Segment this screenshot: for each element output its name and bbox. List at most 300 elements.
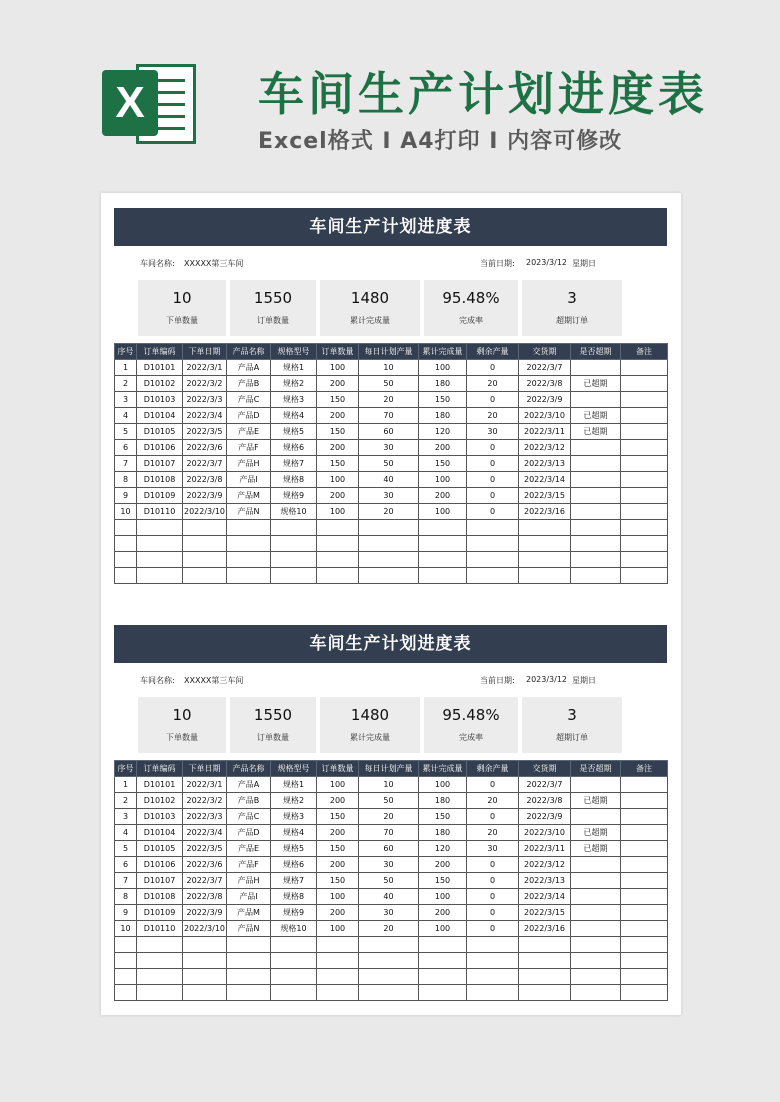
table-cell[interactable]: 100 [419,889,467,905]
table-cell[interactable]: 100 [419,921,467,937]
table-cell[interactable]: 2022/3/10 [183,921,227,937]
table-cell[interactable]: 2022/3/16 [519,921,571,937]
table-cell[interactable]: D10106 [137,857,183,873]
table-cell[interactable]: 2022/3/14 [519,472,571,488]
table-cell[interactable] [271,568,317,584]
table-cell[interactable] [183,552,227,568]
table-cell[interactable]: 120 [419,424,467,440]
table-cell[interactable] [419,568,467,584]
table-cell[interactable]: 100 [317,360,359,376]
table-cell[interactable]: 产品F [227,440,271,456]
table-cell[interactable] [571,488,621,504]
table-cell[interactable]: 2022/3/8 [519,376,571,392]
table-cell[interactable]: 10 [115,921,137,937]
table-cell[interactable]: 产品D [227,825,271,841]
table-cell[interactable] [359,969,419,985]
table-cell[interactable]: 2022/3/7 [183,456,227,472]
table-cell[interactable]: 已超期 [571,841,621,857]
table-cell[interactable]: 2022/3/4 [183,408,227,424]
table-cell[interactable]: 200 [317,376,359,392]
table-cell[interactable] [137,969,183,985]
table-cell[interactable]: 2022/3/11 [519,841,571,857]
table-cell[interactable] [271,520,317,536]
table-cell[interactable]: 8 [115,889,137,905]
table-cell[interactable] [467,552,519,568]
table-cell[interactable] [467,969,519,985]
table-cell[interactable] [271,985,317,1001]
table-cell[interactable]: 50 [359,793,419,809]
table-cell[interactable] [359,985,419,1001]
table-cell[interactable] [115,568,137,584]
table-cell[interactable] [519,937,571,953]
table-cell[interactable]: 100 [419,360,467,376]
table-cell[interactable]: 100 [317,472,359,488]
table-cell[interactable] [519,520,571,536]
table-cell[interactable] [571,440,621,456]
table-cell[interactable]: 0 [467,504,519,520]
table-cell[interactable]: 200 [419,488,467,504]
table-cell[interactable]: 30 [359,488,419,504]
table-cell[interactable] [227,568,271,584]
table-cell[interactable] [621,777,668,793]
table-cell[interactable] [571,905,621,921]
table-cell[interactable] [621,376,668,392]
table-cell[interactable] [227,937,271,953]
table-cell[interactable] [115,937,137,953]
table-cell[interactable]: 规格6 [271,857,317,873]
table-cell[interactable] [621,552,668,568]
table-cell[interactable]: 5 [115,841,137,857]
table-cell[interactable] [317,536,359,552]
table-cell[interactable]: 0 [467,488,519,504]
table-cell[interactable] [467,568,519,584]
table-cell[interactable]: 150 [317,456,359,472]
table-cell[interactable] [271,937,317,953]
table-cell[interactable]: 0 [467,440,519,456]
table-cell[interactable]: 60 [359,841,419,857]
table-cell[interactable]: 200 [419,440,467,456]
table-cell[interactable] [115,520,137,536]
table-cell[interactable]: 150 [317,873,359,889]
table-cell[interactable]: 2022/3/13 [519,456,571,472]
table-cell[interactable]: D10109 [137,488,183,504]
table-cell[interactable] [621,520,668,536]
table-cell[interactable]: 7 [115,873,137,889]
table-cell[interactable] [621,424,668,440]
table-cell[interactable] [317,568,359,584]
table-cell[interactable] [419,520,467,536]
table-cell[interactable]: 2022/3/7 [183,873,227,889]
table-cell[interactable]: 产品A [227,360,271,376]
table-cell[interactable]: 70 [359,408,419,424]
table-cell[interactable]: D10107 [137,456,183,472]
table-cell[interactable] [359,568,419,584]
table-cell[interactable]: 产品H [227,873,271,889]
table-cell[interactable]: 0 [467,873,519,889]
table-cell[interactable]: 6 [115,857,137,873]
table-cell[interactable] [571,504,621,520]
table-cell[interactable] [317,985,359,1001]
table-cell[interactable]: 150 [317,392,359,408]
table-cell[interactable]: 100 [317,504,359,520]
table-cell[interactable]: 20 [359,921,419,937]
table-cell[interactable]: 规格9 [271,905,317,921]
table-cell[interactable] [137,953,183,969]
table-cell[interactable] [621,873,668,889]
table-cell[interactable] [571,889,621,905]
table-cell[interactable]: 10 [115,504,137,520]
table-cell[interactable] [621,536,668,552]
table-cell[interactable] [621,809,668,825]
table-cell[interactable]: 200 [419,857,467,873]
table-cell[interactable] [519,953,571,969]
table-cell[interactable]: 规格4 [271,825,317,841]
table-cell[interactable]: 产品B [227,376,271,392]
table-cell[interactable]: 200 [419,905,467,921]
table-cell[interactable]: 0 [467,777,519,793]
table-cell[interactable]: 50 [359,376,419,392]
table-cell[interactable]: 200 [317,408,359,424]
table-cell[interactable]: 2022/3/10 [183,504,227,520]
table-cell[interactable]: 2022/3/11 [519,424,571,440]
table-cell[interactable]: D10106 [137,440,183,456]
table-cell[interactable]: 20 [467,825,519,841]
table-cell[interactable] [519,536,571,552]
table-cell[interactable]: 200 [317,488,359,504]
table-cell[interactable] [621,857,668,873]
table-cell[interactable] [359,520,419,536]
table-cell[interactable]: D10103 [137,809,183,825]
table-cell[interactable]: 已超期 [571,424,621,440]
table-cell[interactable]: 9 [115,488,137,504]
table-cell[interactable] [317,552,359,568]
table-cell[interactable] [227,520,271,536]
table-cell[interactable] [571,568,621,584]
table-cell[interactable] [621,969,668,985]
table-cell[interactable]: 2 [115,793,137,809]
table-cell[interactable]: D10110 [137,921,183,937]
table-cell[interactable] [571,536,621,552]
table-cell[interactable]: 30 [359,857,419,873]
table-cell[interactable]: 20 [467,376,519,392]
table-cell[interactable]: 60 [359,424,419,440]
table-cell[interactable]: 20 [467,793,519,809]
table-cell[interactable] [621,825,668,841]
table-cell[interactable]: 4 [115,408,137,424]
table-cell[interactable]: 规格10 [271,921,317,937]
table-cell[interactable]: 规格10 [271,504,317,520]
table-cell[interactable]: 30 [467,841,519,857]
table-cell[interactable]: 1 [115,360,137,376]
table-cell[interactable] [571,777,621,793]
table-cell[interactable]: 20 [359,392,419,408]
table-cell[interactable]: 30 [359,905,419,921]
table-cell[interactable] [571,456,621,472]
table-cell[interactable]: 产品E [227,424,271,440]
table-cell[interactable] [621,408,668,424]
table-cell[interactable] [227,969,271,985]
table-cell[interactable]: D10102 [137,793,183,809]
table-cell[interactable]: 10 [359,360,419,376]
table-cell[interactable]: 2022/3/7 [519,360,571,376]
table-cell[interactable]: 70 [359,825,419,841]
table-cell[interactable]: 7 [115,456,137,472]
table-cell[interactable] [571,985,621,1001]
table-cell[interactable] [571,921,621,937]
table-cell[interactable] [115,969,137,985]
table-cell[interactable]: 0 [467,472,519,488]
table-cell[interactable]: 0 [467,857,519,873]
table-cell[interactable] [271,536,317,552]
table-cell[interactable] [419,985,467,1001]
table-cell[interactable]: 规格7 [271,456,317,472]
table-cell[interactable]: 规格8 [271,472,317,488]
table-cell[interactable]: 2022/3/2 [183,793,227,809]
table-cell[interactable]: 40 [359,889,419,905]
table-cell[interactable]: 产品E [227,841,271,857]
table-cell[interactable]: D10104 [137,825,183,841]
table-cell[interactable]: 2022/3/13 [519,873,571,889]
table-cell[interactable] [519,985,571,1001]
table-cell[interactable]: 180 [419,376,467,392]
table-cell[interactable]: 2022/3/6 [183,440,227,456]
table-cell[interactable] [467,953,519,969]
table-cell[interactable]: 180 [419,825,467,841]
table-cell[interactable]: 6 [115,440,137,456]
table-cell[interactable] [137,536,183,552]
table-cell[interactable]: 150 [419,873,467,889]
table-cell[interactable]: 2022/3/9 [519,809,571,825]
table-cell[interactable]: 产品N [227,504,271,520]
table-cell[interactable]: 150 [419,809,467,825]
table-cell[interactable]: 0 [467,905,519,921]
table-cell[interactable] [115,552,137,568]
table-cell[interactable] [183,568,227,584]
table-cell[interactable]: 3 [115,392,137,408]
table-cell[interactable]: 产品C [227,809,271,825]
table-cell[interactable] [467,536,519,552]
table-cell[interactable]: 0 [467,921,519,937]
table-cell[interactable] [359,536,419,552]
table-cell[interactable]: 产品M [227,905,271,921]
table-cell[interactable] [183,953,227,969]
table-cell[interactable]: 已超期 [571,376,621,392]
table-cell[interactable]: 0 [467,392,519,408]
table-cell[interactable] [419,536,467,552]
table-cell[interactable] [621,392,668,408]
table-cell[interactable] [621,440,668,456]
table-cell[interactable] [571,552,621,568]
table-cell[interactable]: 产品I [227,889,271,905]
table-cell[interactable]: 120 [419,841,467,857]
table-cell[interactable]: 2022/3/15 [519,488,571,504]
table-cell[interactable]: 150 [317,809,359,825]
table-cell[interactable]: D10105 [137,841,183,857]
table-cell[interactable]: 已超期 [571,408,621,424]
table-cell[interactable] [621,456,668,472]
table-cell[interactable]: 规格5 [271,841,317,857]
table-cell[interactable] [621,793,668,809]
table-cell[interactable]: D10108 [137,889,183,905]
table-cell[interactable]: D10109 [137,905,183,921]
table-cell[interactable]: 100 [317,889,359,905]
table-cell[interactable]: D10102 [137,376,183,392]
table-cell[interactable]: 100 [419,472,467,488]
table-cell[interactable]: 2022/3/9 [183,488,227,504]
table-cell[interactable] [183,937,227,953]
table-cell[interactable] [137,568,183,584]
table-cell[interactable] [227,536,271,552]
table-cell[interactable] [571,969,621,985]
table-cell[interactable]: 20 [359,504,419,520]
table-cell[interactable] [519,969,571,985]
table-cell[interactable]: 2022/3/7 [519,777,571,793]
table-cell[interactable]: 200 [317,440,359,456]
table-cell[interactable]: 规格2 [271,793,317,809]
table-cell[interactable] [115,953,137,969]
table-cell[interactable]: 2022/3/5 [183,424,227,440]
table-cell[interactable] [419,969,467,985]
table-cell[interactable]: 产品D [227,408,271,424]
table-cell[interactable] [621,841,668,857]
table-cell[interactable]: D10103 [137,392,183,408]
table-cell[interactable]: 已超期 [571,793,621,809]
table-cell[interactable] [317,937,359,953]
table-cell[interactable] [183,969,227,985]
table-cell[interactable]: 2022/3/15 [519,905,571,921]
table-cell[interactable]: D10101 [137,777,183,793]
table-cell[interactable]: 0 [467,809,519,825]
table-cell[interactable]: 150 [317,841,359,857]
table-cell[interactable] [621,360,668,376]
table-cell[interactable] [621,488,668,504]
table-cell[interactable]: 100 [317,777,359,793]
table-cell[interactable] [621,905,668,921]
table-cell[interactable]: 200 [317,905,359,921]
table-cell[interactable]: 2022/3/8 [183,889,227,905]
table-cell[interactable]: D10110 [137,504,183,520]
table-cell[interactable]: 2022/3/4 [183,825,227,841]
table-cell[interactable]: 产品I [227,472,271,488]
table-cell[interactable]: 产品N [227,921,271,937]
table-cell[interactable]: 2022/3/14 [519,889,571,905]
table-cell[interactable]: 2022/3/12 [519,440,571,456]
table-cell[interactable]: 规格4 [271,408,317,424]
table-cell[interactable]: D10108 [137,472,183,488]
table-cell[interactable]: 30 [467,424,519,440]
table-cell[interactable]: 规格5 [271,424,317,440]
table-cell[interactable]: D10105 [137,424,183,440]
table-cell[interactable] [571,873,621,889]
table-cell[interactable]: 200 [317,857,359,873]
table-cell[interactable]: 产品B [227,793,271,809]
table-cell[interactable] [183,536,227,552]
table-cell[interactable]: 2022/3/12 [519,857,571,873]
table-cell[interactable] [621,921,668,937]
table-cell[interactable] [571,360,621,376]
table-cell[interactable] [571,472,621,488]
table-cell[interactable]: 20 [359,809,419,825]
table-cell[interactable]: 2022/3/10 [519,825,571,841]
table-cell[interactable] [227,552,271,568]
table-cell[interactable]: 2 [115,376,137,392]
table-cell[interactable]: 1 [115,777,137,793]
table-cell[interactable]: 10 [359,777,419,793]
table-cell[interactable]: 2022/3/9 [519,392,571,408]
table-cell[interactable]: 规格6 [271,440,317,456]
table-cell[interactable] [621,953,668,969]
table-cell[interactable] [519,568,571,584]
table-cell[interactable]: 2022/3/9 [183,905,227,921]
table-cell[interactable]: 2022/3/16 [519,504,571,520]
table-cell[interactable] [137,937,183,953]
table-cell[interactable] [621,889,668,905]
table-cell[interactable]: 100 [419,504,467,520]
table-cell[interactable]: 40 [359,472,419,488]
table-cell[interactable] [621,985,668,1001]
table-cell[interactable] [621,504,668,520]
table-cell[interactable] [571,953,621,969]
table-cell[interactable]: 规格3 [271,809,317,825]
table-cell[interactable] [359,552,419,568]
table-cell[interactable]: 2022/3/8 [183,472,227,488]
table-cell[interactable]: 0 [467,456,519,472]
table-cell[interactable]: D10101 [137,360,183,376]
table-cell[interactable]: 2022/3/1 [183,777,227,793]
table-cell[interactable]: 2022/3/3 [183,809,227,825]
table-cell[interactable]: 已超期 [571,825,621,841]
table-cell[interactable] [317,520,359,536]
table-cell[interactable]: 150 [419,392,467,408]
table-cell[interactable]: 产品M [227,488,271,504]
table-cell[interactable]: D10104 [137,408,183,424]
table-cell[interactable]: 规格9 [271,488,317,504]
table-cell[interactable] [183,520,227,536]
table-cell[interactable] [137,520,183,536]
table-cell[interactable] [621,472,668,488]
table-cell[interactable] [571,809,621,825]
table-cell[interactable]: 180 [419,793,467,809]
table-cell[interactable]: 150 [419,456,467,472]
table-cell[interactable] [271,552,317,568]
table-cell[interactable] [317,969,359,985]
table-cell[interactable]: 2022/3/1 [183,360,227,376]
table-cell[interactable]: 2022/3/6 [183,857,227,873]
table-cell[interactable]: 2022/3/10 [519,408,571,424]
table-cell[interactable] [359,937,419,953]
table-cell[interactable]: 3 [115,809,137,825]
table-cell[interactable]: 0 [467,889,519,905]
table-cell[interactable] [137,552,183,568]
table-cell[interactable]: 产品A [227,777,271,793]
table-cell[interactable] [571,392,621,408]
table-cell[interactable] [227,985,271,1001]
table-cell[interactable]: 规格2 [271,376,317,392]
table-cell[interactable]: 产品C [227,392,271,408]
table-cell[interactable] [419,953,467,969]
table-cell[interactable]: 0 [467,360,519,376]
table-cell[interactable] [271,953,317,969]
table-cell[interactable]: 规格8 [271,889,317,905]
table-cell[interactable] [621,937,668,953]
table-cell[interactable]: 5 [115,424,137,440]
table-cell[interactable]: 100 [317,921,359,937]
table-cell[interactable]: 50 [359,456,419,472]
table-cell[interactable]: 产品F [227,857,271,873]
table-cell[interactable]: 规格1 [271,360,317,376]
table-cell[interactable] [271,969,317,985]
table-cell[interactable] [183,985,227,1001]
